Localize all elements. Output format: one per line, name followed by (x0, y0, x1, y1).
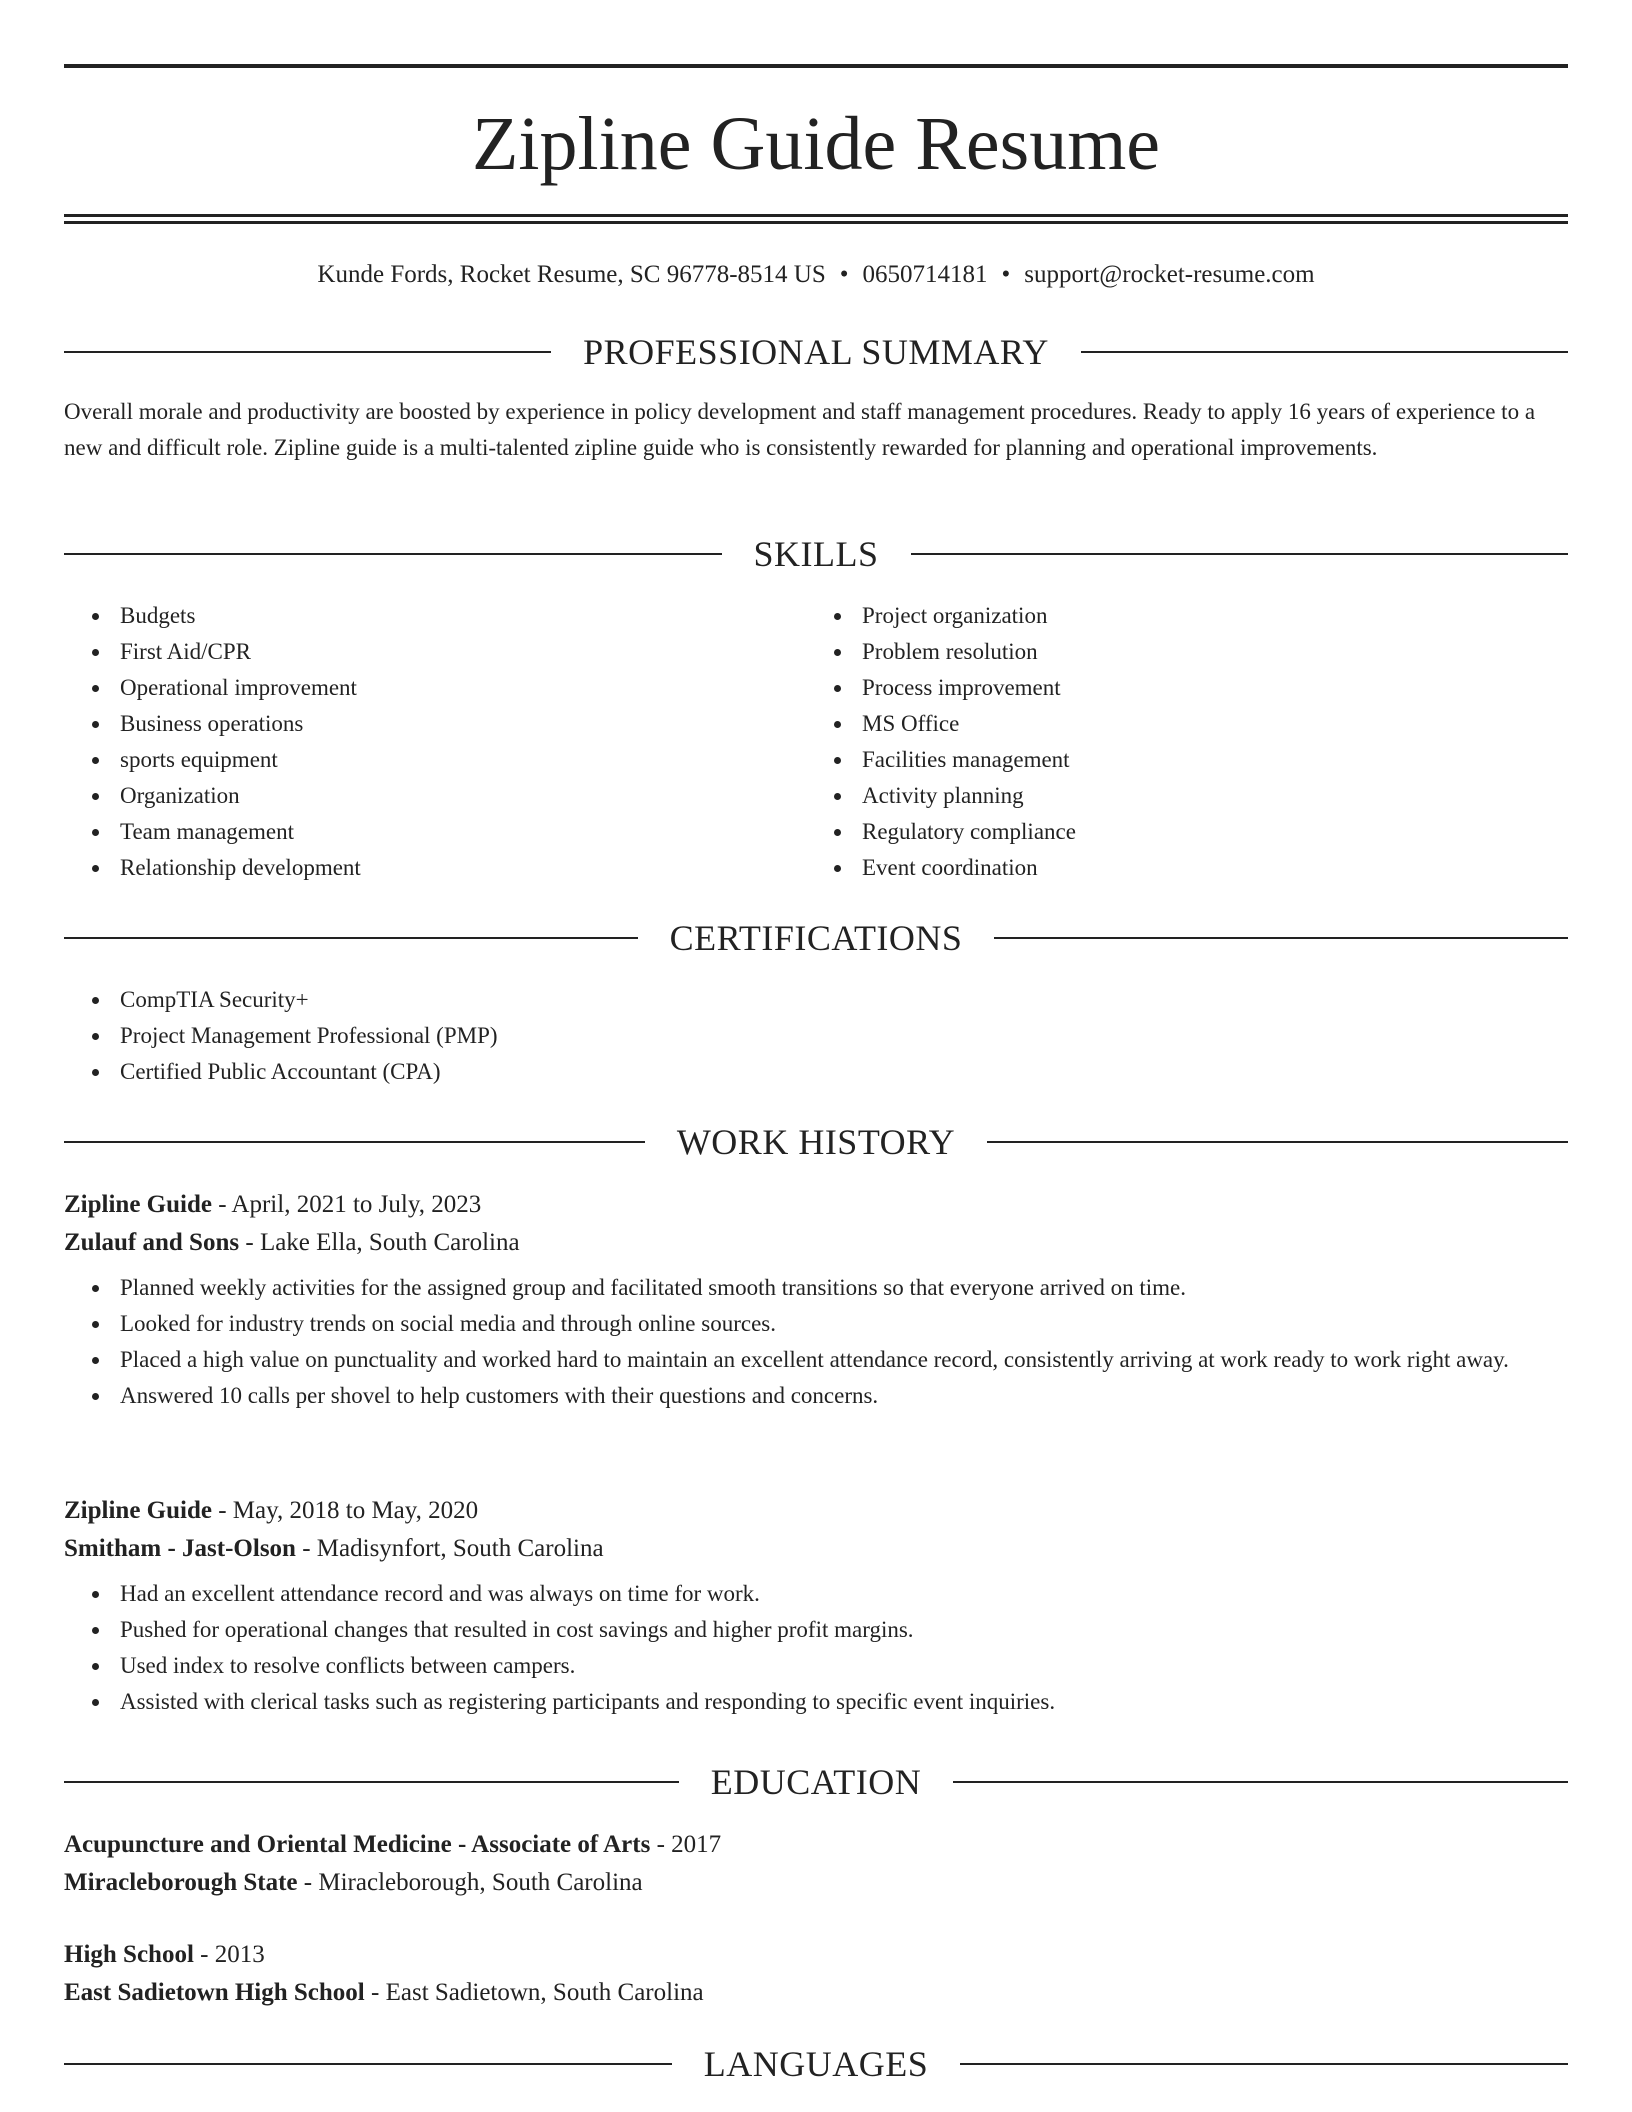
education-location: East Sadietown, South Carolina (385, 1979, 704, 2006)
heading-rule (64, 553, 722, 555)
heading-rule (64, 1781, 679, 1783)
job-company: Smitham - Jast-Olson (64, 1535, 296, 1562)
title-double-rule (64, 214, 1568, 224)
education-school: Miracleborough State (64, 1869, 298, 1896)
education-degree: High School (64, 1941, 194, 1968)
section-heading-languages (64, 2044, 1568, 2084)
job-company-line: Smitham - Jast-Olson - Madisynfort, South Carolina (64, 1535, 604, 1562)
skill-item: Team management (76, 814, 796, 850)
skill-item: Relationship development (76, 850, 796, 886)
skill-item: Problem resolution (818, 634, 1538, 670)
summary-text: Overall morale and productivity are boosted by experience in policy development and staff management procedures. Ready to apply 16 years of experience to a new and difficult role. Zipline guide is a multi-talented zipline guide who is consistently rewarded for planning and operational improvements. (64, 399, 1536, 460)
skill-item: MS Office (818, 706, 1538, 742)
top-rule (64, 64, 1568, 68)
skill-item: Business operations (76, 706, 796, 742)
contact-address: Kunde Fords, Rocket Resume, SC 96778-8514 US (317, 261, 826, 288)
heading-rule (64, 937, 638, 939)
job-company-line: Zulauf and Sons - Lake Ella, South Carolina (64, 1229, 520, 1256)
job-bullet: Used index to resolve conflicts between campers. (76, 1648, 1568, 1684)
resume-page (64, 64, 1568, 2084)
education-school: East Sadietown High School (64, 1979, 365, 2006)
job-entry (64, 1492, 604, 1568)
job-bullet: Assisted with clerical tasks such as registering participants and responding to specific event inquiries. (76, 1684, 1568, 1720)
heading-rule (994, 937, 1568, 939)
skill-item: Budgets (76, 598, 796, 634)
job-location: Madisynfort, South Carolina (316, 1535, 604, 1562)
education-year: 2017 (671, 1831, 722, 1858)
skill-item: Event coordination (818, 850, 1538, 886)
job-title: Zipline Guide (64, 1191, 212, 1218)
heading-rule (953, 1781, 1568, 1783)
skill-item: Operational improvement (76, 670, 796, 706)
education-school-line: East Sadietown High School - East Sadietown, South Carolina (64, 1979, 704, 2006)
section-heading-label: LANGUAGES (703, 2044, 929, 2084)
heading-rule (911, 553, 1569, 555)
heading-rule (64, 2063, 672, 2065)
job-dates: April, 2021 to July, 2023 (231, 1191, 482, 1218)
certifications-list (76, 982, 1476, 1090)
section-heading-summary (64, 332, 1568, 372)
contact-separator: • (839, 261, 849, 288)
skill-item: Project organization (818, 598, 1538, 634)
skill-item: Facilities management (818, 742, 1538, 778)
skill-item: Activity planning (818, 778, 1538, 814)
job-title-line: Zipline Guide - April, 2021 to July, 2023 (64, 1191, 482, 1218)
contact-line (64, 260, 1568, 290)
education-entry (64, 1936, 704, 2012)
education-entry (64, 1826, 721, 1902)
contact-phone: 0650714181 (862, 261, 988, 288)
job-bullet: Placed a high value on punctuality and worked hard to maintain an excellent attendance record, consistently arriving at work ready to work right away. (76, 1342, 1568, 1378)
job-location: Lake Ella, South Carolina (259, 1229, 520, 1256)
heading-rule (64, 351, 551, 353)
skill-item: sports equipment (76, 742, 796, 778)
education-degree: Acupuncture and Oriental Medicine - Associate of Arts (64, 1831, 651, 1858)
job-dates: May, 2018 to May, 2020 (232, 1497, 479, 1524)
job-title-line: Zipline Guide - May, 2018 to May, 2020 (64, 1497, 479, 1524)
skills-list-right (818, 598, 1538, 886)
job-entry (64, 1186, 520, 1262)
section-heading-work-history (64, 1122, 1568, 1162)
heading-rule (64, 1141, 645, 1143)
skill-item: Process improvement (818, 670, 1538, 706)
job-bullet: Planned weekly activities for the assigned group and facilitated smooth transitions so that everyone arrived on time. (76, 1270, 1568, 1306)
job-bullet: Answered 10 calls per shovel to help customers with their questions and concerns. (76, 1378, 1568, 1414)
job-bullets (76, 1270, 1568, 1414)
job-bullet: Looked for industry trends on social media and through online sources. (76, 1306, 1568, 1342)
certification-item: CompTIA Security+ (76, 982, 1476, 1018)
section-heading-skills (64, 534, 1568, 574)
heading-rule (987, 1141, 1568, 1143)
section-heading-certifications (64, 918, 1568, 958)
contact-email[interactable]: support@rocket-resume.com (1024, 261, 1315, 288)
section-heading-label: PROFESSIONAL SUMMARY (583, 332, 1049, 372)
education-degree-line: Acupuncture and Oriental Medicine - Associate of Arts - 2017 (64, 1831, 722, 1858)
job-bullet: Had an excellent attendance record and was always on time for work. (76, 1576, 1568, 1612)
section-heading-label: SKILLS (753, 534, 879, 574)
skill-item: Organization (76, 778, 796, 814)
education-location: Miracleborough, South Carolina (318, 1869, 643, 1896)
certification-item: Project Management Professional (PMP) (76, 1018, 1476, 1054)
job-title: Zipline Guide (64, 1497, 212, 1524)
education-year: 2013 (214, 1941, 265, 1968)
certification-item: Certified Public Accountant (CPA) (76, 1054, 1476, 1090)
job-bullets (76, 1576, 1568, 1720)
heading-rule (1081, 351, 1568, 353)
section-heading-education (64, 1762, 1568, 1802)
education-degree-line: High School - 2013 (64, 1941, 265, 1968)
skill-item: First Aid/CPR (76, 634, 796, 670)
heading-rule (960, 2063, 1568, 2065)
job-bullet: Pushed for operational changes that resulted in cost savings and higher profit margins. (76, 1612, 1568, 1648)
contact-separator: • (1001, 261, 1011, 288)
section-heading-label: CERTIFICATIONS (669, 918, 963, 958)
resume-title: Zipline Guide Resume (471, 102, 1161, 186)
skill-item: Regulatory compliance (818, 814, 1538, 850)
job-company: Zulauf and Sons (64, 1229, 240, 1256)
section-heading-label: WORK HISTORY (676, 1122, 956, 1162)
skills-list-left (76, 598, 796, 886)
section-heading-label: EDUCATION (710, 1762, 922, 1802)
education-school-line: Miracleborough State - Miracleborough, South Carolina (64, 1869, 643, 1896)
